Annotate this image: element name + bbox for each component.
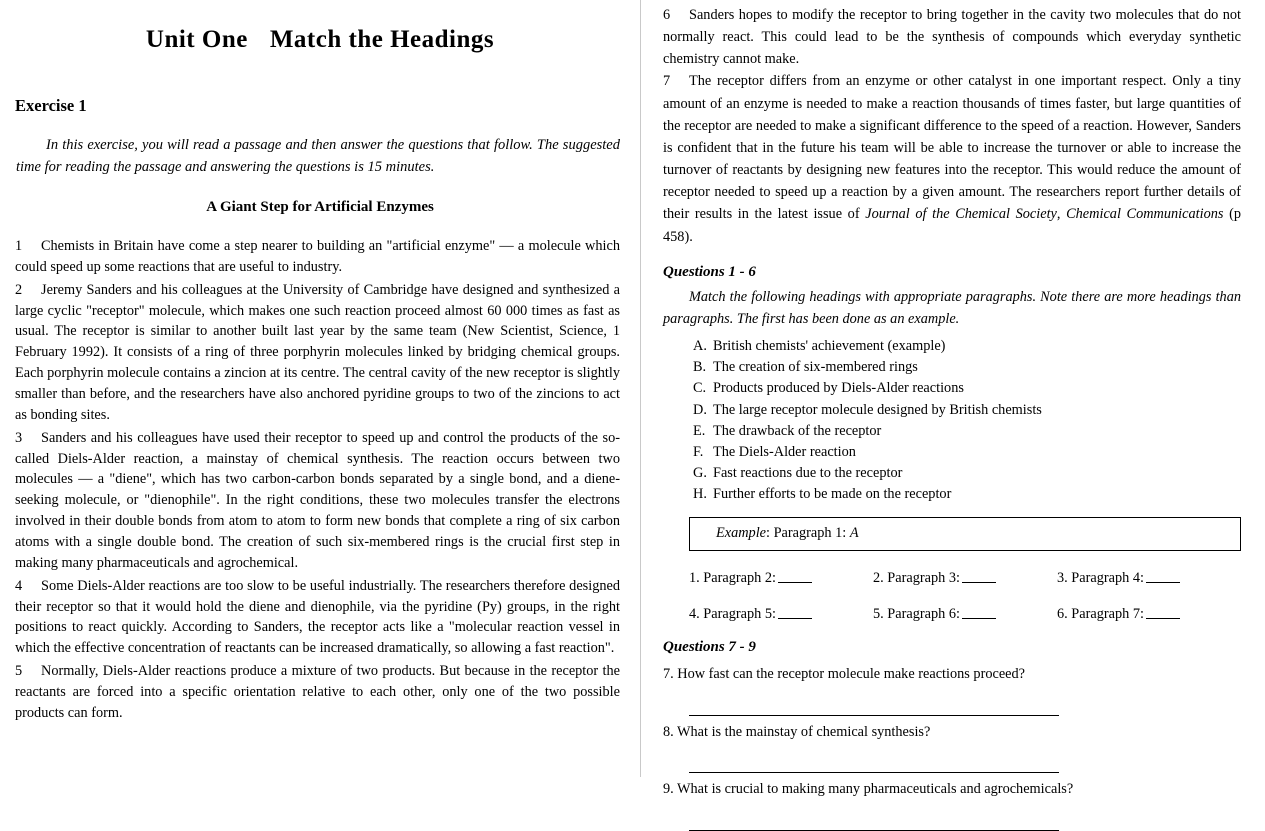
paragraph-text: Sanders and his colleagues have used their receptor to speed up and control the products of the so-called Diels-Alder reaction, a mainstay of chemical synthesis. The reaction occurs between two molecules — a "diene", which has two carbon-carbon bonds separated by a single bond, and a diene-seeking molecule, or "dienophile". In the right conditions, these two molecules transfer the electrons involved in their double bonds from atom to atom to form new bonds that complete a ring of six carbon atoms with a single double bond. The creation of such six-membered rings is the crucial first step in making many pharmaceuticals and agrochemical.: [15, 429, 620, 571]
passage-title: A Giant Step for Artificial Enzymes: [206, 198, 434, 215]
answer-label: 2. Paragraph 3:: [873, 570, 960, 587]
example-label: Example: [716, 525, 767, 542]
heading-letter: D.: [693, 401, 707, 418]
answer-blank[interactable]: [778, 569, 812, 583]
exercise-label: Exercise 1: [15, 96, 87, 115]
questions-7-9-heading: Questions 7 - 9: [663, 639, 756, 656]
paragraph-text: Jeremy Sanders and his colleagues at the University of Cambridge have designed and synthesized a large cyclic "receptor" molecule, which makes one such reaction proceed almost 60 000 times as fast as usual. The receptor is similar to another built last year by the same team (New Scientist, Science, 1 February 1992). It consists of a ring of three porphyrin molecules linked by bridging chemical groups. Each porphyrin molecule contains a zincion at its centre. The central cavity of the new receptor is slightly smaller than before, and the researchers have also anchored pyridine groups to two of the zincions to act as bonding sites.: [15, 281, 620, 423]
list-item[interactable]: [693, 357, 1265, 378]
passage-paragraph: [15, 574, 620, 659]
paragraph-separator: ,: [1056, 206, 1067, 223]
unit-name: Match the Headings: [269, 26, 495, 53]
passage-paragraph: [15, 659, 620, 724]
answer-item[interactable]: [873, 605, 1057, 623]
headings-list: [641, 336, 1265, 505]
passage-paragraph: [663, 70, 1241, 247]
question-item: 8. What is the mainstay of chemical synthesis?: [663, 723, 931, 740]
answers-row-1: [689, 569, 1241, 587]
answer-item[interactable]: [873, 569, 1057, 587]
questions-1-6-heading: Questions 1 - 6: [663, 263, 756, 280]
paragraph-number: 5: [15, 663, 23, 680]
passage-paragraph: [15, 278, 620, 426]
unit-number: Unit One: [145, 26, 248, 53]
paragraph-page-ref: (p 458).: [663, 206, 1242, 245]
heading-text: Further efforts to be made on the receptor: [713, 486, 952, 503]
paragraph-number: 1: [15, 237, 23, 254]
heading-text: The large receptor molecule designed by British chemists: [713, 401, 1042, 418]
instruction-text: Match the following headings with appropriate paragraphs. Note there are more headings than paragraphs. The first has been done as an example.: [663, 288, 1241, 327]
answer-line[interactable]: [689, 829, 1059, 831]
answer-label: 4. Paragraph 5:: [689, 606, 776, 623]
questions-1-6-instruction: [663, 286, 1241, 330]
paragraph-number: 2: [15, 281, 23, 298]
paragraph-number: 3: [15, 429, 23, 446]
heading-letter: C.: [693, 380, 707, 397]
heading-text: Fast reactions due to the receptor: [713, 464, 903, 481]
heading-text: British chemists' achievement (example): [713, 338, 946, 355]
right-column: [641, 0, 1265, 798]
passage-paragraph: [15, 426, 620, 574]
exercise-rubric: [16, 134, 620, 179]
answer-item[interactable]: [1057, 569, 1241, 587]
question-item: 9. What is crucial to making many pharmaceuticals and agrochemicals?: [663, 781, 1074, 798]
answer-line[interactable]: [689, 714, 1059, 716]
paragraph-number: 4: [15, 577, 23, 594]
answer-item[interactable]: [689, 569, 873, 587]
paragraph-text: The receptor differs from an enzyme or other catalyst in one important respect. Only a tiny amount of an enzyme is needed to make a reaction thousands of times faster, but large quantities of the receptor are needed to make a significant difference to the speed of a reaction. However, Sanders is confident that in the future his team will be able to increase the turnover or able to increase the turnover of reactants by designing new features into the receptor. This would reduce the amount of receptor needed to speed up a reaction by a given amount. The researchers report further details of their results in the latest issue of: [663, 73, 1241, 223]
answer-label: 5. Paragraph 6:: [873, 606, 960, 623]
answer-item[interactable]: [689, 605, 873, 623]
list-item[interactable]: [693, 484, 1265, 505]
paragraph-number: 6: [663, 7, 671, 23]
heading-letter: H.: [693, 486, 707, 503]
answer-blank[interactable]: [1146, 569, 1180, 583]
list-item[interactable]: [693, 336, 1265, 357]
heading-letter: B.: [693, 359, 707, 376]
paragraph-text: Chemists in Britain have come a step nearer to building an "artificial enzyme" — a molecule which could speed up some reactions that are useful to industry.: [15, 237, 620, 275]
list-item[interactable]: [693, 421, 1265, 442]
journal-name: Journal of the Chemical Society: [865, 206, 1057, 223]
list-item[interactable]: [693, 378, 1265, 399]
list-item[interactable]: [693, 400, 1265, 421]
heading-letter: A.: [693, 338, 707, 355]
answer-label: 6. Paragraph 7:: [1057, 606, 1144, 623]
answer-blank[interactable]: [962, 569, 996, 583]
question-item: 7. How fast can the receptor molecule make reactions proceed?: [663, 666, 1026, 683]
answer-blank[interactable]: [778, 605, 812, 619]
passage-paragraph: [663, 0, 1241, 70]
passage-paragraph: [15, 234, 620, 278]
paragraph-number: 7: [663, 73, 671, 90]
heading-text: The drawback of the receptor: [713, 422, 882, 439]
list-item[interactable]: [693, 442, 1265, 463]
paragraph-text: Sanders hopes to modify the receptor to bring together in the cavity two molecules that do not normally react. This could lead to be the synthesis of compounds which everyday synthetic chemistry cannot make.: [663, 7, 1241, 68]
list-item[interactable]: [693, 463, 1265, 484]
answer-line[interactable]: [689, 771, 1059, 773]
answer-blank[interactable]: [962, 605, 996, 619]
example-box: [689, 517, 1241, 551]
answers-row-2: [689, 605, 1241, 623]
heading-letter: G.: [693, 464, 707, 481]
heading-text: Products produced by Diels-Alder reactions: [713, 380, 964, 397]
example-answer: A: [849, 525, 859, 542]
example-colon: : Paragraph 1:: [766, 525, 850, 542]
heading-text: The creation of six-membered rings: [713, 359, 918, 376]
journal-section: Chemical Communications: [1066, 206, 1224, 223]
answer-blank[interactable]: [1146, 605, 1180, 619]
rubric-text: In this exercise, you will read a passage and then answer the questions that follow. The suggested time for reading the passage and answering the questions is 15 minutes.: [16, 137, 620, 176]
paragraph-text: Normally, Diels-Alder reactions produce a mixture of two products. But because in the receptor the reactants are forced into a specific orientation relative to each other, only one of the two possible products can form.: [15, 663, 620, 721]
left-column: [0, 0, 640, 777]
page-title: [0, 26, 640, 54]
heading-text: The Diels-Alder reaction: [713, 443, 856, 460]
answer-label: 3. Paragraph 4:: [1057, 570, 1144, 587]
answer-item[interactable]: [1057, 605, 1241, 623]
paragraph-text: Some Diels-Alder reactions are too slow to be useful industrially. The researchers therefore designed their receptor so that it would hold the diene and dienophile, via the pyridine (Py) groups, in the right positions to react quickly. According to Sanders, the receptor acts like a "molecular reaction vessel in which the effective concentration of reactants can be increased dramatically, so allowing a fast reaction".: [15, 577, 620, 657]
answer-label: 1. Paragraph 2:: [689, 570, 776, 587]
heading-letter: E.: [693, 422, 706, 439]
heading-letter: F.: [693, 443, 704, 460]
